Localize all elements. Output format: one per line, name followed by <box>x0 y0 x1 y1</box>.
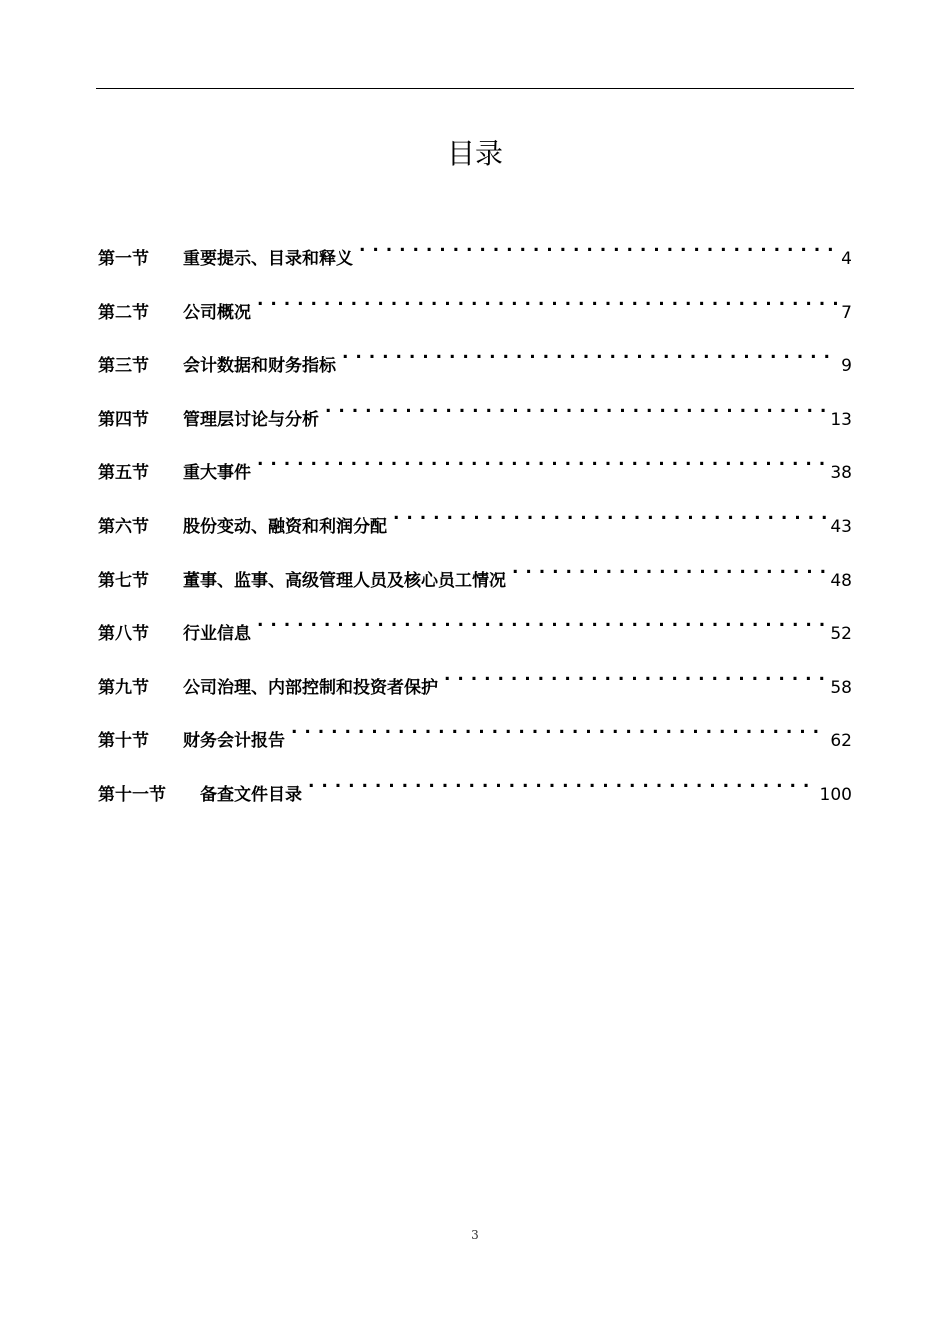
toc-page-number: 7 <box>841 302 852 323</box>
toc-section-number: 第七节 <box>98 570 149 591</box>
toc-section-title: 会计数据和财务指标 <box>183 356 336 377</box>
toc-section-number: 第八节 <box>98 624 149 645</box>
toc-entry-4[interactable] <box>98 389 852 443</box>
toc-section-title: 管理层讨论与分析 <box>183 409 319 430</box>
toc-section-title: 行业信息 <box>183 624 251 645</box>
table-of-contents <box>98 228 852 818</box>
toc-section-number: 第十一节 <box>98 784 166 805</box>
toc-section-number: 第一节 <box>98 249 149 269</box>
toc-section-title: 重要提示、目录和释义 <box>183 249 353 269</box>
toc-entry-1[interactable] <box>98 228 852 282</box>
toc-page-number: 48 <box>830 570 852 591</box>
toc-section-title: 重大事件 <box>183 463 251 484</box>
toc-entry-5[interactable] <box>98 442 852 496</box>
toc-dot-leader <box>257 442 826 478</box>
toc-section-title: 董事、监事、高级管理人员及核心员工情况 <box>183 570 506 591</box>
toc-section-title: 备查文件目录 <box>200 784 302 805</box>
toc-entry-11[interactable] <box>98 764 852 818</box>
toc-section-number: 第三节 <box>98 356 149 377</box>
toc-section-title: 股份变动、融资和利润分配 <box>183 516 387 537</box>
toc-dot-leader <box>512 550 826 586</box>
header-rule <box>96 88 854 89</box>
toc-dot-leader <box>359 228 837 264</box>
toc-dot-leader <box>444 657 826 693</box>
toc-section-title: 财务会计报告 <box>183 731 285 752</box>
toc-section-number: 第十节 <box>98 731 149 752</box>
toc-section-number: 第四节 <box>98 409 149 430</box>
toc-dot-leader <box>291 710 826 746</box>
toc-dot-leader <box>257 603 826 639</box>
toc-section-number: 第五节 <box>98 463 149 484</box>
page-number: 3 <box>471 1228 479 1242</box>
toc-page-number: 13 <box>830 409 852 430</box>
toc-page-number: 100 <box>819 784 852 805</box>
toc-entry-9[interactable] <box>98 657 852 711</box>
toc-entry-10[interactable] <box>98 710 852 764</box>
toc-entry-6[interactable] <box>98 496 852 550</box>
toc-page-number: 9 <box>841 356 852 377</box>
toc-page-number: 38 <box>830 463 852 484</box>
toc-entry-8[interactable] <box>98 603 852 657</box>
toc-entry-7[interactable] <box>98 550 852 604</box>
toc-entry-3[interactable] <box>98 335 852 389</box>
page-title: 目录 <box>446 137 503 170</box>
toc-dot-leader <box>308 764 816 800</box>
toc-page-number: 58 <box>830 677 852 698</box>
toc-dot-leader <box>325 389 826 425</box>
toc-dot-leader <box>257 282 837 318</box>
toc-page-number: 62 <box>830 731 852 752</box>
toc-section-number: 第九节 <box>98 677 149 698</box>
toc-dot-leader <box>393 496 826 532</box>
toc-section-title: 公司概况 <box>183 302 251 323</box>
toc-section-number: 第六节 <box>98 516 149 537</box>
toc-page-number: 4 <box>841 249 852 269</box>
toc-section-title: 公司治理、内部控制和投资者保护 <box>183 677 438 698</box>
toc-section-number: 第二节 <box>98 302 149 323</box>
toc-entry-2[interactable] <box>98 282 852 336</box>
toc-dot-leader <box>342 335 837 371</box>
toc-page-number: 52 <box>830 624 852 645</box>
toc-page-number: 43 <box>830 516 852 537</box>
